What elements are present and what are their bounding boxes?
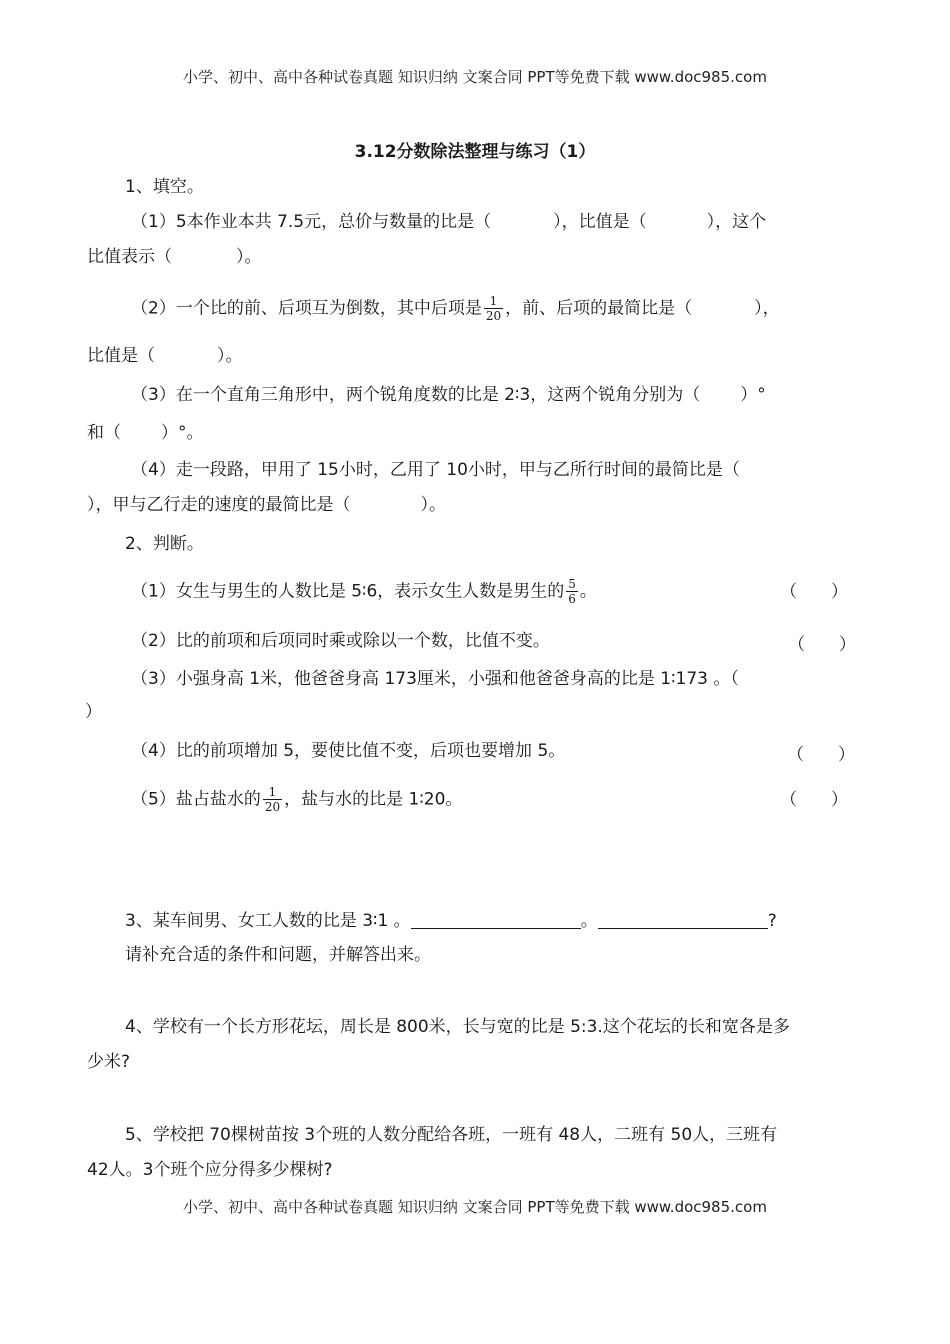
q1-text-e: ）。 <box>236 247 262 267</box>
judge-2-answer[interactable]: （ ） <box>788 635 856 655</box>
j1-fraction <box>566 577 578 606</box>
q3-line-2 <box>87 422 204 444</box>
j5-fraction <box>263 785 282 814</box>
section-2-heading: 2、判断。 <box>125 534 204 554</box>
q4-line-2 <box>87 494 446 516</box>
section-3-line-2: 请补充合适的条件和问题，并解答出来。 <box>125 945 431 965</box>
q2-text-e: ）。 <box>217 346 243 366</box>
q3-text-b: ）° <box>740 385 766 405</box>
q2-frac-den: 20 <box>485 309 502 323</box>
q2-line-2 <box>87 345 243 367</box>
q4-text-b: ），甲与乙行走的速度的最简比是（ <box>87 495 351 515</box>
j5-frac-den: 20 <box>264 800 281 814</box>
q4-text-c: ）。 <box>420 495 446 515</box>
judge-2: （2）比的前项和后项同时乘或除以一个数，比值不变。 <box>131 631 550 651</box>
j5-text-a: （5）盐占盐水的 <box>131 789 261 810</box>
q1-line-2 <box>87 246 262 268</box>
q2-text-d: 比值是（ <box>87 346 155 366</box>
j1-frac-den: 6 <box>568 592 576 606</box>
q3-text-d: ）°。 <box>161 423 204 443</box>
judge-1-answer[interactable]: （ ） <box>780 582 848 602</box>
q1-text-c: ），这个 <box>706 212 767 232</box>
q1-line-1 <box>131 211 766 233</box>
condition-blank[interactable] <box>411 928 581 929</box>
section-4-line-2: 少米? <box>87 1052 131 1072</box>
q2-line-1 <box>131 294 780 323</box>
question-blank[interactable] <box>598 928 768 929</box>
section-4-line-1: 4、学校有一个长方形花坛，周长是 800米，长与宽的比是 5:3.这个花坛的长和宽各是多 <box>125 1017 790 1037</box>
judge-4-answer[interactable]: （ ） <box>787 745 855 765</box>
section-5-line-2: 42人。3个班个应分得多少棵树? <box>87 1160 333 1180</box>
q2-text-a: （2）一个比的前、后项互为倒数，其中后项是 <box>131 298 482 319</box>
judge-3: （3）小强身高 1米，他爸爸身高 173厘米，小强和他爸爸身高的比是 1∶173 。（ <box>131 669 739 689</box>
section-1-heading: 1、填空。 <box>125 177 204 197</box>
q1-text-a: （1）5本作业本共 7.5元，总价与数量的比是（ <box>131 212 492 232</box>
section-5-line-1: 5、学校把 70棵树苗按 3个班的人数分配给各班，一班有 48人，二班有 50人，三班有 <box>125 1125 778 1145</box>
s3-text-c: ? <box>767 911 777 931</box>
judge-5 <box>131 785 462 814</box>
q3-line-1 <box>131 384 766 406</box>
q1-text-d: 比值表示（ <box>87 247 172 267</box>
page-title: 3.12分数除法整理与练习（1） <box>354 142 596 162</box>
q2-fraction <box>484 294 503 323</box>
section-3-line-1 <box>125 910 777 932</box>
page-header: 小学、初中、高中各种试卷真题 知识归纳 文案合同 PPT等免费下载 www.doc985.com <box>183 68 767 86</box>
judge-1 <box>131 577 597 606</box>
q4-line-1: （4）走一段路，甲用了 15小时，乙用了 10小时，甲与乙所行时间的最简比是（ <box>131 460 740 480</box>
page-footer: 小学、初中、高中各种试卷真题 知识归纳 文案合同 PPT等免费下载 www.doc985.com <box>183 1198 767 1216</box>
q2-frac-num: 1 <box>484 294 503 309</box>
judge-5-answer[interactable]: （ ） <box>780 790 848 810</box>
j5-text-b: ，盐与水的比是 1∶20。 <box>284 789 463 810</box>
judge-4: （4）比的前项增加 5，要使比值不变，后项也要增加 5。 <box>131 741 566 761</box>
j1-text-b: 。 <box>579 581 597 602</box>
q3-text-a: （3）在一个直角三角形中，两个锐角度数的比是 2∶3，这两个锐角分别为（ <box>131 385 701 405</box>
j1-text-a: （1）女生与男生的人数比是 5∶6，表示女生人数是男生的 <box>131 581 565 602</box>
q3-text-c: 和（ <box>87 423 121 443</box>
q2-text-b: ，前、后项的最简比是（ <box>505 298 693 319</box>
s3-text-b: 。 <box>580 911 598 931</box>
judge-3-close: ） <box>85 702 102 722</box>
j5-frac-num: 1 <box>263 785 282 800</box>
q2-text-c: ）， <box>754 298 780 319</box>
q1-text-b: ），比值是（ <box>553 212 647 232</box>
s3-text-a: 3、某车间男、女工人数的比是 3∶1 。 <box>125 911 411 931</box>
j1-frac-num: 5 <box>568 577 576 591</box>
